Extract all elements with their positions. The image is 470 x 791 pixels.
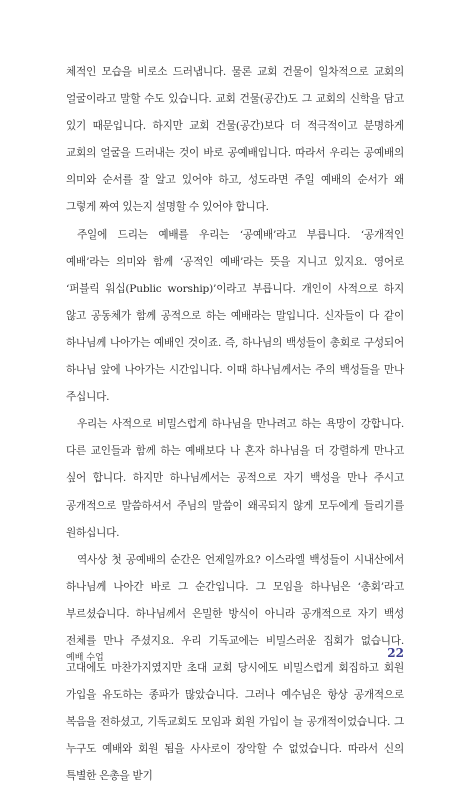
page-body	[66, 59, 404, 791]
page-number: 22	[387, 646, 404, 660]
body-paragraph-2: 주일에 드리는 예배를 우리는 ‘공예배’라고 부릅니다. ‘공개적인 예배’라는 의미와 함께 ‘공적인 예배’라는 뜻을 지니고 있지요. 영어로 ‘퍼블릭 워십(Public worship)’이라고 부릅니다. 개인이 사적으로 하지 않고 공동체가 함께 공적으로 하는 예배라는 말입니다. 신자들이 다 같이 하나님께 나아가는 예배인 것이죠. 즉, 하나님의 백성들이 총회로 구성되어 하나님 앞에 나아가는 시간입니다. 이때 하나님께서는 주의 백성들을 만나 주십니다.	[66, 228, 404, 404]
footer-section-title: 예배 수업	[66, 653, 104, 663]
body-paragraph-4: 역사상 첫 공예배의 순간은 언제일까요? 이스라엘 백성들이 시내산에서 하나님께 나아간 바로 그 순간입니다. 그 모임을 하나님은 ‘총회’라고 부르셨습니다. 하나님께서 은밀한 방식이 아니라 공개적으로 자기 백성 전체를 만나 주셨지요. 우리 기독교에는 비밀스러운 집회가 없습니다. 고대에도 마찬가지였지만 초대 교회 당시에도 비밀스럽게 회집하고 회원 가입을 유도하는 종파가 많았습니다. 그러나 예수님은 항상 공개적으로 복음을 전하셨고, 기독교회도 모임과 회원 가입이 늘 공개적이었습니다. 그 누구도 예배와 회원 됨을 사사로이 장악할 수 없었습니다. 따라서 신의 특별한 은총을 받기	[66, 553, 404, 783]
body-paragraph-1: 체적인 모습을 비로소 드러냅니다. 물론 교회 건물이 일차적으로 교회의 얼굴이라고 말할 수도 있습니다. 교회 건물(공간)도 그 교회의 신학을 담고 있기 때문입니다. 하지만 교회 건물(공간)보다 더 적극적이고 분명하게 교회의 얼굴을 드러내는 것이 바로 공예배입니다. 따라서 우리는 공예배의 의미와 순서를 잘 알고 있어야 하고, 성도라면 주일 예배의 순서가 왜 그렇게 짜여 있는지 설명할 수 있어야 합니다.	[66, 66, 404, 214]
body-paragraph-3: 우리는 사적으로 비밀스럽게 하나님을 만나려고 하는 욕망이 강합니다. 다른 교인들과 함께 하는 예배보다 나 혼자 하나님을 더 강렬하게 만나고 싶어 합니다. 하지만 하나님께서는 공적으로 자기 백성을 만나 주시고 공개적으로 말씀하셔서 주님의 말씀이 왜곡되지 않게 모두에게 들리기를 원하십니다.	[66, 418, 404, 539]
